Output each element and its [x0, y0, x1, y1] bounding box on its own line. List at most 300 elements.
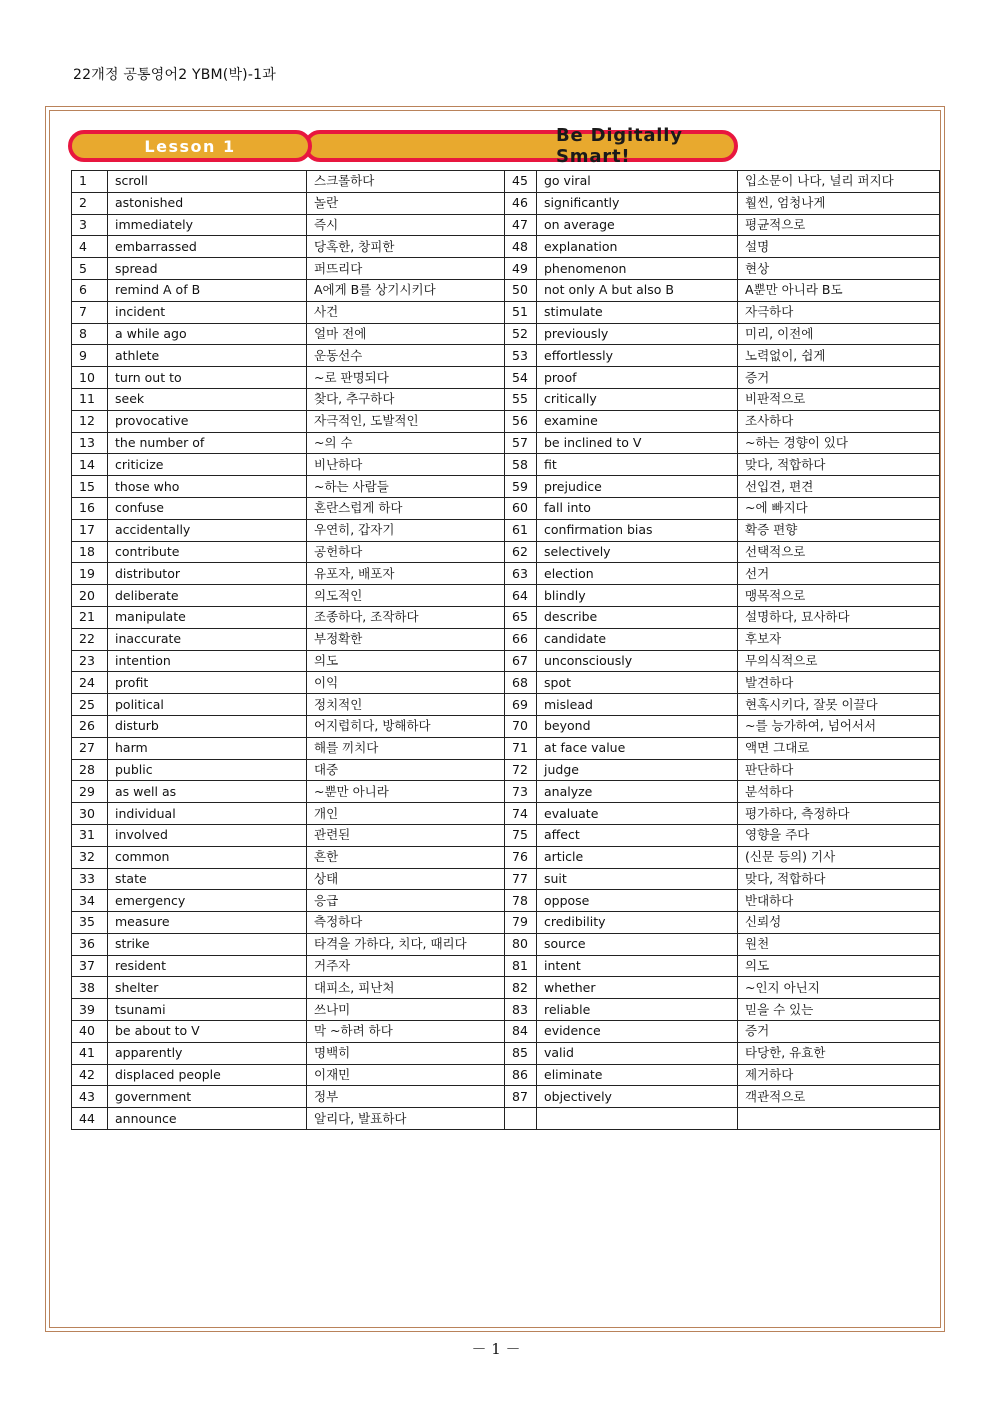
korean-meaning: 미리, 이전에: [738, 323, 940, 345]
korean-meaning: 스크롤하다: [307, 171, 505, 193]
entry-number: 63: [505, 563, 537, 585]
entry-number: [505, 1108, 537, 1130]
table-row: [72, 279, 940, 301]
korean-meaning: 대피소, 피난처: [307, 977, 505, 999]
english-word: at face value: [537, 737, 738, 759]
lesson-title-pill: [304, 125, 738, 167]
korean-meaning: 설명: [738, 236, 940, 258]
entry-number: 41: [72, 1042, 108, 1064]
table-row: [72, 650, 940, 672]
korean-meaning: 타격을 가하다, 치다, 때리다: [307, 933, 505, 955]
english-word: stimulate: [537, 301, 738, 323]
entry-number: 23: [72, 650, 108, 672]
table-row: [72, 1021, 940, 1043]
korean-meaning: ~에 빠지다: [738, 497, 940, 519]
entry-number: 58: [505, 454, 537, 476]
korean-meaning: 의도적인: [307, 585, 505, 607]
korean-meaning: 의도: [307, 650, 505, 672]
entry-number: 13: [72, 432, 108, 454]
korean-meaning: 비난하다: [307, 454, 505, 476]
entry-number: 34: [72, 890, 108, 912]
table-row: [72, 694, 940, 716]
entry-number: 37: [72, 955, 108, 977]
korean-meaning: 부정확한: [307, 628, 505, 650]
english-word: previously: [537, 323, 738, 345]
english-word: embarrassed: [108, 236, 307, 258]
korean-meaning: 평가하다, 측정하다: [738, 803, 940, 825]
entry-number: 68: [505, 672, 537, 694]
korean-meaning: 놀란: [307, 192, 505, 214]
entry-number: 57: [505, 432, 537, 454]
table-row: [72, 890, 940, 912]
table-row: [72, 454, 940, 476]
korean-meaning: 상태: [307, 868, 505, 890]
korean-meaning: 찾다, 추구하다: [307, 388, 505, 410]
korean-meaning: 흔한: [307, 846, 505, 868]
table-row: [72, 759, 940, 781]
english-word: judge: [537, 759, 738, 781]
korean-meaning: 당혹한, 창피한: [307, 236, 505, 258]
entry-number: 83: [505, 999, 537, 1021]
entry-number: 38: [72, 977, 108, 999]
english-word: article: [537, 846, 738, 868]
table-row: [72, 367, 940, 389]
entry-number: 40: [72, 1021, 108, 1043]
english-word: evidence: [537, 1021, 738, 1043]
korean-meaning: 선입견, 편견: [738, 476, 940, 498]
english-word: common: [108, 846, 307, 868]
korean-meaning: ~뿐만 아니라: [307, 781, 505, 803]
korean-meaning: A에게 B를 상기시키다: [307, 279, 505, 301]
entry-number: 70: [505, 715, 537, 737]
english-word: fall into: [537, 497, 738, 519]
english-word: source: [537, 933, 738, 955]
entry-number: 29: [72, 781, 108, 803]
entry-number: 3: [72, 214, 108, 236]
korean-meaning: 객관적으로: [738, 1086, 940, 1108]
english-word: contribute: [108, 541, 307, 563]
entry-number: 60: [505, 497, 537, 519]
korean-meaning: 이익: [307, 672, 505, 694]
entry-number: 18: [72, 541, 108, 563]
english-word: effortlessly: [537, 345, 738, 367]
english-word: affect: [537, 824, 738, 846]
lesson-number: Lesson 1: [144, 136, 236, 156]
korean-meaning: 운동선수: [307, 345, 505, 367]
english-word: intent: [537, 955, 738, 977]
table-row: [72, 345, 940, 367]
english-word: apparently: [108, 1042, 307, 1064]
korean-meaning: 비판적으로: [738, 388, 940, 410]
korean-meaning: 해를 끼치다: [307, 737, 505, 759]
entry-number: 62: [505, 541, 537, 563]
lesson-number-pill: [68, 130, 312, 162]
entry-number: 85: [505, 1042, 537, 1064]
korean-meaning: 퍼뜨리다: [307, 258, 505, 280]
korean-meaning: 타당한, 유효한: [738, 1042, 940, 1064]
korean-meaning: 조사하다: [738, 410, 940, 432]
entry-number: 76: [505, 846, 537, 868]
entry-number: 33: [72, 868, 108, 890]
korean-meaning: 측정하다: [307, 912, 505, 934]
entry-number: 36: [72, 933, 108, 955]
english-word: oppose: [537, 890, 738, 912]
korean-meaning: 이재민: [307, 1064, 505, 1086]
korean-meaning: ~를 능가하여, 넘어서서: [738, 715, 940, 737]
korean-meaning: 설명하다, 묘사하다: [738, 606, 940, 628]
korean-meaning: 거주자: [307, 955, 505, 977]
korean-meaning: [738, 1108, 940, 1130]
entry-number: 77: [505, 868, 537, 890]
table-row: [72, 1064, 940, 1086]
english-word: emergency: [108, 890, 307, 912]
entry-number: 42: [72, 1064, 108, 1086]
english-word: beyond: [537, 715, 738, 737]
entry-number: 35: [72, 912, 108, 934]
english-word: government: [108, 1086, 307, 1108]
table-row: [72, 628, 940, 650]
english-word: critically: [537, 388, 738, 410]
korean-meaning: 개인: [307, 803, 505, 825]
english-word: spot: [537, 672, 738, 694]
english-word: confuse: [108, 497, 307, 519]
english-word: the number of: [108, 432, 307, 454]
english-word: analyze: [537, 781, 738, 803]
english-word: suit: [537, 868, 738, 890]
table-row: [72, 214, 940, 236]
entry-number: 75: [505, 824, 537, 846]
english-word: candidate: [537, 628, 738, 650]
entry-number: 48: [505, 236, 537, 258]
entry-number: 5: [72, 258, 108, 280]
entry-number: 43: [72, 1086, 108, 1108]
entry-number: 17: [72, 519, 108, 541]
table-row: [72, 1086, 940, 1108]
korean-meaning: 선거: [738, 563, 940, 585]
table-row: [72, 781, 940, 803]
table-row: [72, 541, 940, 563]
table-row: [72, 955, 940, 977]
entry-number: 55: [505, 388, 537, 410]
table-row: [72, 388, 940, 410]
korean-meaning: 공헌하다: [307, 541, 505, 563]
page-number: － 1 －: [471, 1340, 521, 1358]
table-row: [72, 977, 940, 999]
lesson-banner: [68, 125, 738, 167]
table-row: [72, 585, 940, 607]
entry-number: 69: [505, 694, 537, 716]
korean-meaning: 자극하다: [738, 301, 940, 323]
entry-number: 39: [72, 999, 108, 1021]
english-word: those who: [108, 476, 307, 498]
korean-meaning: 발견하다: [738, 672, 940, 694]
korean-meaning: 어지럽히다, 방해하다: [307, 715, 505, 737]
english-word: phenomenon: [537, 258, 738, 280]
english-word: valid: [537, 1042, 738, 1064]
entry-number: 46: [505, 192, 537, 214]
entry-number: 44: [72, 1108, 108, 1130]
korean-meaning: 분석하다: [738, 781, 940, 803]
english-word: fit: [537, 454, 738, 476]
english-word: tsunami: [108, 999, 307, 1021]
entry-number: 81: [505, 955, 537, 977]
korean-meaning: 원천: [738, 933, 940, 955]
korean-meaning: 명백히: [307, 1042, 505, 1064]
english-word: athlete: [108, 345, 307, 367]
entry-number: 59: [505, 476, 537, 498]
korean-meaning: 선택적으로: [738, 541, 940, 563]
english-word: as well as: [108, 781, 307, 803]
entry-number: 32: [72, 846, 108, 868]
korean-meaning: 혼란스럽게 하다: [307, 497, 505, 519]
korean-meaning: 현혹시키다, 잘못 이끌다: [738, 694, 940, 716]
english-word: criticize: [108, 454, 307, 476]
entry-number: 30: [72, 803, 108, 825]
korean-meaning: 판단하다: [738, 759, 940, 781]
english-word: examine: [537, 410, 738, 432]
table-row: [72, 1108, 940, 1130]
table-row: [72, 497, 940, 519]
entry-number: 20: [72, 585, 108, 607]
korean-meaning: 훨씬, 엄청나게: [738, 192, 940, 214]
table-row: [72, 824, 940, 846]
entry-number: 65: [505, 606, 537, 628]
entry-number: 8: [72, 323, 108, 345]
table-row: [72, 476, 940, 498]
entry-number: 26: [72, 715, 108, 737]
english-word: profit: [108, 672, 307, 694]
korean-meaning: 자극적인, 도발적인: [307, 410, 505, 432]
entry-number: 47: [505, 214, 537, 236]
entry-number: 22: [72, 628, 108, 650]
entry-number: 6: [72, 279, 108, 301]
entry-number: 16: [72, 497, 108, 519]
english-word: describe: [537, 606, 738, 628]
korean-meaning: 증거: [738, 1021, 940, 1043]
entry-number: 7: [72, 301, 108, 323]
entry-number: 72: [505, 759, 537, 781]
english-word: eliminate: [537, 1064, 738, 1086]
entry-number: 66: [505, 628, 537, 650]
entry-number: 67: [505, 650, 537, 672]
korean-meaning: A뿐만 아니라 B도: [738, 279, 940, 301]
entry-number: 87: [505, 1086, 537, 1108]
entry-number: 31: [72, 824, 108, 846]
korean-meaning: 현상: [738, 258, 940, 280]
korean-meaning: 관련된: [307, 824, 505, 846]
korean-meaning: 맹목적으로: [738, 585, 940, 607]
table-row: [72, 672, 940, 694]
entry-number: 71: [505, 737, 537, 759]
korean-meaning: 후보자: [738, 628, 940, 650]
table-row: [72, 171, 940, 193]
table-row: [72, 258, 940, 280]
entry-number: 1: [72, 171, 108, 193]
entry-number: 84: [505, 1021, 537, 1043]
entry-number: 4: [72, 236, 108, 258]
entry-number: 86: [505, 1064, 537, 1086]
english-word: mislead: [537, 694, 738, 716]
table-row: [72, 301, 940, 323]
english-word: turn out to: [108, 367, 307, 389]
korean-meaning: 제거하다: [738, 1064, 940, 1086]
english-word: be inclined to V: [537, 432, 738, 454]
english-word: remind A of B: [108, 279, 307, 301]
table-row: [72, 999, 940, 1021]
entry-number: 10: [72, 367, 108, 389]
table-row: [72, 846, 940, 868]
english-word: unconsciously: [537, 650, 738, 672]
english-word: on average: [537, 214, 738, 236]
english-word: confirmation bias: [537, 519, 738, 541]
english-word: prejudice: [537, 476, 738, 498]
korean-meaning: 입소문이 나다, 널리 퍼지다: [738, 171, 940, 193]
english-word: measure: [108, 912, 307, 934]
english-word: manipulate: [108, 606, 307, 628]
korean-meaning: ~하는 경향이 있다: [738, 432, 940, 454]
table-row: [72, 519, 940, 541]
korean-meaning: 우연히, 갑자기: [307, 519, 505, 541]
table-row: [72, 868, 940, 890]
korean-meaning: 대중: [307, 759, 505, 781]
entry-number: 49: [505, 258, 537, 280]
korean-meaning: 조종하다, 조작하다: [307, 606, 505, 628]
english-word: explanation: [537, 236, 738, 258]
korean-meaning: ~하는 사람들: [307, 476, 505, 498]
entry-number: 52: [505, 323, 537, 345]
table-row: [72, 410, 940, 432]
english-word: whether: [537, 977, 738, 999]
english-word: a while ago: [108, 323, 307, 345]
english-word: astonished: [108, 192, 307, 214]
english-word: individual: [108, 803, 307, 825]
english-word: not only A but also B: [537, 279, 738, 301]
english-word: announce: [108, 1108, 307, 1130]
korean-meaning: 즉시: [307, 214, 505, 236]
english-word: election: [537, 563, 738, 585]
entry-number: 56: [505, 410, 537, 432]
korean-meaning: 영향을 주다: [738, 824, 940, 846]
table-row: [72, 933, 940, 955]
korean-meaning: 얼마 전에: [307, 323, 505, 345]
entry-number: 54: [505, 367, 537, 389]
korean-meaning: 의도: [738, 955, 940, 977]
english-word: go viral: [537, 171, 738, 193]
entry-number: 24: [72, 672, 108, 694]
table-row: [72, 432, 940, 454]
korean-meaning: 평균적으로: [738, 214, 940, 236]
korean-meaning: ~인지 아닌지: [738, 977, 940, 999]
table-row: [72, 236, 940, 258]
english-word: accidentally: [108, 519, 307, 541]
korean-meaning: 맞다, 적합하다: [738, 868, 940, 890]
entry-number: 12: [72, 410, 108, 432]
korean-meaning: 정부: [307, 1086, 505, 1108]
english-word: evaluate: [537, 803, 738, 825]
korean-meaning: 확증 편향: [738, 519, 940, 541]
entry-number: 21: [72, 606, 108, 628]
korean-meaning: 무의식적으로: [738, 650, 940, 672]
entry-number: 15: [72, 476, 108, 498]
table-row: [72, 803, 940, 825]
english-word: disturb: [108, 715, 307, 737]
korean-meaning: 증거: [738, 367, 940, 389]
english-word: strike: [108, 933, 307, 955]
english-word: resident: [108, 955, 307, 977]
english-word: be about to V: [108, 1021, 307, 1043]
entry-number: 51: [505, 301, 537, 323]
table-row: [72, 323, 940, 345]
english-word: intention: [108, 650, 307, 672]
entry-number: 9: [72, 345, 108, 367]
english-word: spread: [108, 258, 307, 280]
english-word: deliberate: [108, 585, 307, 607]
entry-number: 73: [505, 781, 537, 803]
entry-number: 45: [505, 171, 537, 193]
korean-meaning: 액면 그대로: [738, 737, 940, 759]
korean-meaning: 정치적인: [307, 694, 505, 716]
english-word: scroll: [108, 171, 307, 193]
entry-number: 74: [505, 803, 537, 825]
korean-meaning: 반대하다: [738, 890, 940, 912]
table-row: [72, 737, 940, 759]
korean-meaning: 노력없이, 쉽게: [738, 345, 940, 367]
entry-number: 64: [505, 585, 537, 607]
english-word: immediately: [108, 214, 307, 236]
korean-meaning: 쓰나미: [307, 999, 505, 1021]
korean-meaning: 신뢰성: [738, 912, 940, 934]
entry-number: 53: [505, 345, 537, 367]
english-word: proof: [537, 367, 738, 389]
english-word: [537, 1108, 738, 1130]
entry-number: 14: [72, 454, 108, 476]
english-word: distributor: [108, 563, 307, 585]
korean-meaning: ~의 수: [307, 432, 505, 454]
korean-meaning: 막 ~하려 하다: [307, 1021, 505, 1043]
korean-meaning: 믿을 수 있는: [738, 999, 940, 1021]
english-word: seek: [108, 388, 307, 410]
english-word: involved: [108, 824, 307, 846]
entry-number: 79: [505, 912, 537, 934]
korean-meaning: 맞다, 적합하다: [738, 454, 940, 476]
table-row: [72, 1042, 940, 1064]
vocabulary-table: [71, 170, 940, 1130]
english-word: public: [108, 759, 307, 781]
english-word: shelter: [108, 977, 307, 999]
english-word: selectively: [537, 541, 738, 563]
korean-meaning: (신문 등의) 기사: [738, 846, 940, 868]
table-row: [72, 912, 940, 934]
table-row: [72, 563, 940, 585]
document-header: 22개정 공통영어2 YBM(박)-1과: [73, 67, 276, 83]
entry-number: 82: [505, 977, 537, 999]
entry-number: 27: [72, 737, 108, 759]
english-word: blindly: [537, 585, 738, 607]
english-word: reliable: [537, 999, 738, 1021]
english-word: harm: [108, 737, 307, 759]
english-word: credibility: [537, 912, 738, 934]
entry-number: 11: [72, 388, 108, 410]
entry-number: 28: [72, 759, 108, 781]
english-word: incident: [108, 301, 307, 323]
table-row: [72, 606, 940, 628]
english-word: state: [108, 868, 307, 890]
english-word: provocative: [108, 410, 307, 432]
english-word: significantly: [537, 192, 738, 214]
entry-number: 50: [505, 279, 537, 301]
english-word: inaccurate: [108, 628, 307, 650]
english-word: displaced people: [108, 1064, 307, 1086]
